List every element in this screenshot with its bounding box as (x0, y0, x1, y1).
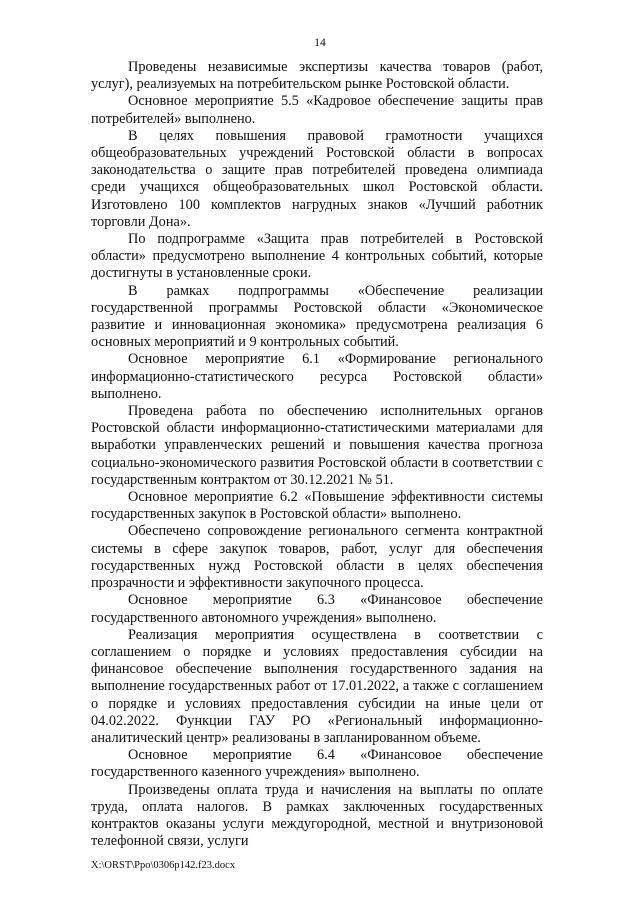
paragraph: Основное мероприятие 6.4 «Финансовое обеспечение государственного казенного учреждения» выполнено. (91, 747, 543, 781)
paragraph: Реализация мероприятия осуществлена в соответствии с соглашением о порядке и условиях предоставления субсидии на финансовое обеспечение выполнения государственного задания на выполнение государственных работ от 17.01.2022, а также с соглашением о порядке и условиях предоставления субсидии на иные цели от 04.02.2022. Функции ГАУ РО «Региональный информационно-аналитический центр» реализованы в запланированном объеме. (91, 626, 543, 746)
document-body (91, 59, 543, 850)
paragraph: Проведена работа по обеспечению исполнительных органов Ростовской области информационно-статистическими материалами для выработки управленческих решений и повышения качества прогноза социально-экономического развития Ростовской области в соответствии с государственным контрактом от 30.12.2021 № 51. (91, 403, 543, 488)
paragraph: Обеспечено сопровождение регионального сегмента контрактной системы в сфере закупок товаров, работ, услуг для обеспечения государственных нужд Ростовской области в целях обеспечения прозрачности и эффективности закупочного процесса. (91, 523, 543, 592)
paragraph: Основное мероприятие 6.2 «Повышение эффективности системы государственных закупок в Ростовской области» выполнено. (91, 489, 543, 523)
paragraph: Произведены оплата труда и начисления на выплаты по оплате труда, оплата налогов. В рамках заключенных государственных контрактов оказаны услуги междугородной, местной и внутризоновой телефонной связи, услуги (91, 781, 543, 850)
paragraph: Основное мероприятие 6.3 «Финансовое обеспечение государственного автономного учреждения» выполнено. (91, 592, 543, 626)
paragraph: Основное мероприятие 6.1 «Формирование регионального информационно-статистического ресурса Ростовской области» выполнено. (91, 351, 543, 402)
paragraph: В рамках подпрограммы «Обеспечение реализации государственной программы Ростовской области «Экономическое развитие и инновационная экономика» предусмотрена реализация 6 основных мероприятий и 9 контрольных событий. (91, 282, 543, 351)
footer-file-path: X:\ORST\Ppo\0306p142.f23.docx (91, 860, 236, 871)
paragraph: Основное мероприятие 5.5 «Кадровое обеспечение защиты прав потребителей» выполнено. (91, 93, 543, 127)
paragraph: Проведены независимые экспертизы качества товаров (работ, услуг), реализуемых на потребительском рынке Ростовской области. (91, 59, 543, 93)
paragraph: По подпрограмме «Защита прав потребителей в Ростовской области» предусмотрено выполнение 4 контрольных событий, которые достигнуты в установленные сроки. (91, 231, 543, 282)
paragraph: В целях повышения правовой грамотности учащихся общеобразовательных учреждений Ростовской области в вопросах законодательства о защите прав потребителей проведена олимпиада среди учащихся общеобразовательных школ Ростовской области. Изготовлено 100 комплектов нагрудных знаков «Лучший работник торговли Дона». (91, 127, 543, 230)
page-number: 14 (314, 37, 326, 49)
